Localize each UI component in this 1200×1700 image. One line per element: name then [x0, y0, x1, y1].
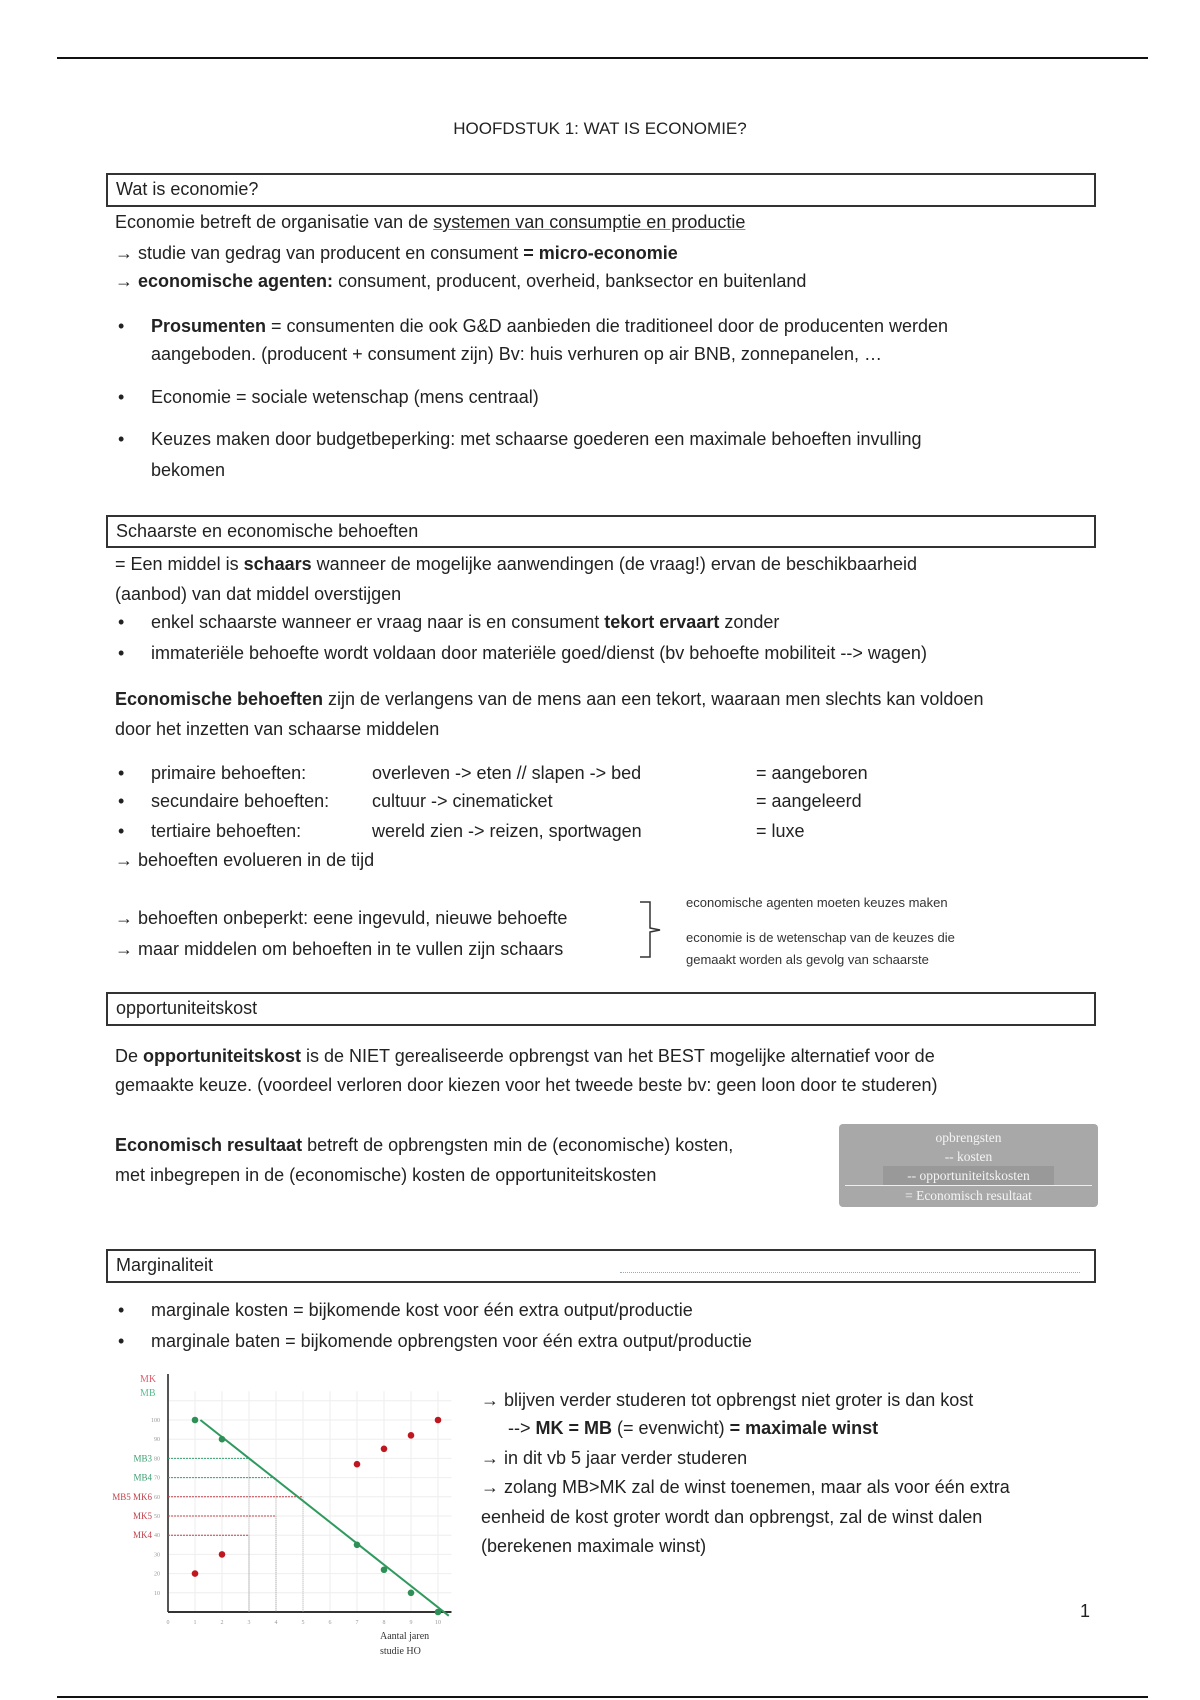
equilibrium-line: [508, 1416, 878, 1440]
bullet-text: Economie = sociale wetenschap (mens centraal): [151, 387, 539, 407]
arrow-line: [115, 241, 678, 265]
section-heading-opportuniteitskost: opportuniteitskost: [106, 992, 1096, 1026]
arrow-icon: →: [481, 1390, 499, 1410]
arrow-line: [115, 269, 806, 293]
x-tick-label: 10: [435, 1620, 441, 1626]
x-tick-label: 8: [382, 1620, 386, 1626]
side-note: gemaakt worden als gevolg van schaarste: [686, 952, 929, 967]
need-kind: = aangeleerd: [756, 791, 862, 811]
text: enkel schaarste wanneer er vraag naar is en consument: [151, 612, 605, 632]
text: = consumenten die ook G&D aanbieden die traditioneel door de producenten werden: [266, 316, 949, 336]
text: wanneer de mogelijke aanwendingen (de vraag!) ervan de beschikbaarheid: [311, 554, 918, 574]
mb-data-point: [354, 1542, 361, 1549]
mb-trend-line: [200, 1420, 448, 1616]
paragraph-line: [115, 1044, 935, 1068]
text: behoeften evolueren in de tijd: [133, 850, 375, 870]
y-tick-label: 60: [154, 1494, 160, 1501]
side-note: economie is de wetenschap van de keuzes die: [686, 930, 955, 945]
paragraph-line: met inbegrepen in de (economische) kosten de opportuniteitskosten: [115, 1165, 657, 1185]
x-tick-label: 0: [166, 1620, 170, 1626]
text: studie van gedrag van producent en consument: [133, 243, 524, 263]
section-heading-wat-is-economie: Wat is economie?: [106, 173, 1096, 207]
x-axis-label: studie HO: [380, 1646, 421, 1657]
bold-text: tekort ervaart: [604, 612, 720, 632]
text: behoeften onbeperkt: eene ingevuld, nieuwe behoefte: [133, 908, 568, 928]
paragraph-line: [115, 552, 917, 576]
mk-data-point: [219, 1551, 226, 1558]
x-axis-label: Aantal jaren: [380, 1631, 430, 1642]
bullet-text: immateriële behoefte wordt voldaan door materiële goed/dienst (bv behoefte mobiliteit --> wagen): [151, 643, 927, 663]
text: De: [115, 1046, 144, 1066]
mk-data-point: [408, 1432, 415, 1439]
bullet-icon: •: [118, 763, 125, 783]
page-number: 1: [1080, 1601, 1091, 1621]
y-tick-label: 90: [154, 1437, 160, 1444]
need-kind: = luxe: [756, 821, 805, 841]
formula-line: -- opportuniteitskosten: [883, 1166, 1054, 1185]
mb-data-point: [435, 1609, 442, 1616]
y-tick-label: 20: [154, 1571, 160, 1578]
underlined-text: systemen van consumptie en productie: [433, 212, 746, 232]
definition-line: [115, 210, 745, 234]
arrow-icon: →: [115, 243, 133, 263]
need-example: cultuur -> cinematicket: [372, 791, 553, 811]
y-axis-label-mk: MK: [140, 1374, 157, 1385]
arrow-icon: →: [115, 939, 133, 959]
need-type: tertiaire behoeften:: [151, 821, 302, 841]
paragraph-line: eenheid de kost groter wordt dan opbrengst, zal de winst dalen: [481, 1507, 983, 1527]
y-tick-label: 40: [154, 1533, 160, 1540]
x-tick-label: 2: [220, 1620, 224, 1626]
mb-data-point: [381, 1566, 388, 1573]
bullet-text: Keuzes maken door budgetbeperking: met schaarse goederen een maximale behoeften invulling: [151, 429, 922, 449]
bold-text: Prosumenten: [151, 316, 267, 336]
need-example: overleven -> eten // slapen -> bed: [372, 763, 642, 783]
y-tick-label: 30: [154, 1552, 160, 1559]
x-tick-label: 4: [274, 1620, 278, 1626]
arrow-line: [115, 848, 374, 872]
text: -->: [508, 1418, 536, 1438]
formula-line: -- kosten: [944, 1149, 993, 1164]
bold-text: schaars: [243, 554, 312, 574]
y-tick-label: 10: [154, 1590, 160, 1597]
bold-text: Economisch resultaat: [115, 1135, 303, 1155]
text: betreft de opbrengsten min de (economische) kosten,: [302, 1135, 734, 1155]
arrow-line: [115, 937, 563, 961]
formula-result: = Economisch resultaat: [905, 1188, 1032, 1203]
paragraph-line: gemaakte keuze. (voordeel verloren door kiezen voor het tweede beste bv: geen loon door te studeren): [115, 1075, 938, 1095]
mb-data-point: [219, 1436, 226, 1443]
y-axis-label-mb: MB: [140, 1388, 156, 1399]
text: = Een middel is: [115, 554, 244, 574]
paragraph-line: (aanbod) van dat middel overstijgen: [115, 584, 402, 604]
bullet-icon: •: [118, 1300, 125, 1320]
paragraph-line: door het inzetten van schaarse middelen: [115, 719, 440, 739]
mb-data-point: [408, 1590, 415, 1597]
bold-text: = maximale winst: [729, 1418, 879, 1438]
side-note: economische agenten moeten keuzes maken: [686, 895, 948, 910]
mk-data-point: [192, 1570, 199, 1577]
arrow-icon: →: [115, 850, 133, 870]
x-tick-label: 3: [247, 1620, 251, 1626]
formula-line: opbrengsten: [935, 1130, 1002, 1145]
bottom-rule: [57, 1696, 1148, 1698]
mk-data-point: [435, 1417, 442, 1424]
paragraph-line: [115, 687, 983, 711]
bold-text: MK = MB: [535, 1418, 613, 1438]
section-heading-schaarste: Schaarste en economische behoeften: [106, 515, 1096, 548]
bold-text: = micro-economie: [523, 243, 678, 263]
economic-result-formula-box: [839, 1124, 1098, 1207]
guide-label: MB5 MK6: [112, 1491, 152, 1502]
arrow-icon: →: [115, 908, 133, 928]
bullet-icon: •: [118, 791, 125, 811]
bullet-icon: •: [118, 643, 125, 663]
text: zonder: [719, 612, 780, 632]
text: zijn de verlangens van de mens aan een tekort, waaraan men slechts kan voldoen: [323, 689, 984, 709]
mb-data-point: [192, 1417, 199, 1424]
bullet-text: [151, 610, 779, 634]
section-heading-marginaliteit: Marginaliteit: [106, 1249, 1096, 1283]
mk-data-point: [354, 1461, 361, 1468]
top-rule: [57, 57, 1148, 59]
marginal-cost-benefit-chart: [90, 1370, 460, 1670]
text: zolang MB>MK zal de winst toenemen, maar als voor één extra: [499, 1477, 1010, 1497]
bold-text: opportuniteitskost: [143, 1046, 302, 1066]
bullet-text: aangeboden. (producent + consument zijn) Bv: huis verhuren op air BNB, zonnepanelen, …: [151, 344, 882, 364]
faint-link[interactable]: [620, 1270, 1080, 1273]
mk-data-point: [381, 1446, 388, 1453]
text: in dit vb 5 jaar verder studeren: [499, 1448, 748, 1468]
y-tick-label: 100: [151, 1418, 160, 1424]
arrow-line: [115, 906, 567, 930]
arrow-line: [481, 1388, 973, 1412]
x-tick-label: 7: [355, 1620, 359, 1626]
y-tick-label: 70: [154, 1475, 160, 1482]
bullet-icon: •: [118, 429, 125, 449]
text: Economie betreft de organisatie van de: [115, 212, 434, 232]
need-example: wereld zien -> reizen, sportwagen: [372, 821, 642, 841]
x-tick-label: 5: [301, 1620, 305, 1626]
bullet-icon: •: [118, 1331, 125, 1351]
need-kind: = aangeboren: [756, 763, 868, 783]
text: blijven verder studeren tot opbrengst niet groter is dan kost: [499, 1390, 974, 1410]
page-title: HOOFDSTUK 1: WAT IS ECONOMIE?: [453, 119, 747, 138]
arrow-line: [481, 1446, 747, 1470]
x-tick-label: 9: [409, 1620, 413, 1626]
paragraph-line: [115, 1133, 733, 1157]
y-tick-label: 50: [154, 1514, 160, 1520]
need-type: primaire behoeften:: [151, 763, 307, 783]
text: maar middelen om behoeften in te vullen zijn schaars: [133, 939, 564, 959]
guide-label: MB3: [133, 1453, 152, 1464]
guide-label: MB4: [133, 1472, 152, 1483]
bullet-text: marginale baten = bijkomende opbrengsten voor één extra output/productie: [151, 1331, 752, 1351]
arrow-line: [481, 1475, 1010, 1499]
text: consument, producent, overheid, banksector en buitenland: [333, 271, 807, 291]
bold-text: Economische behoeften: [115, 689, 324, 709]
text: is de NIET gerealiseerde opbrengst van het BEST mogelijke alternatief voor de: [301, 1046, 935, 1066]
bullet-icon: •: [118, 316, 125, 336]
guide-label: MK4: [132, 1530, 152, 1541]
need-type: secundaire behoeften:: [151, 791, 330, 811]
y-tick-label: 80: [154, 1456, 160, 1463]
arrow-icon: →: [115, 271, 133, 291]
bullet-icon: •: [118, 821, 125, 841]
brace-icon: [638, 900, 664, 960]
arrow-icon: →: [481, 1448, 499, 1468]
bullet-icon: •: [118, 612, 125, 632]
paragraph-line: (berekenen maximale winst): [481, 1536, 707, 1556]
arrow-icon: →: [481, 1477, 499, 1497]
bullet-icon: •: [118, 387, 125, 407]
x-tick-label: 6: [328, 1620, 332, 1626]
guide-label: MK5: [132, 1511, 152, 1521]
bullet-text: [151, 314, 948, 338]
x-tick-label: 1: [193, 1620, 197, 1626]
bold-text: economische agenten:: [133, 271, 334, 291]
text: (= evenwicht): [612, 1418, 730, 1438]
bullet-text: bekomen: [151, 460, 226, 480]
bullet-text: marginale kosten = bijkomende kost voor één extra output/productie: [151, 1300, 693, 1320]
